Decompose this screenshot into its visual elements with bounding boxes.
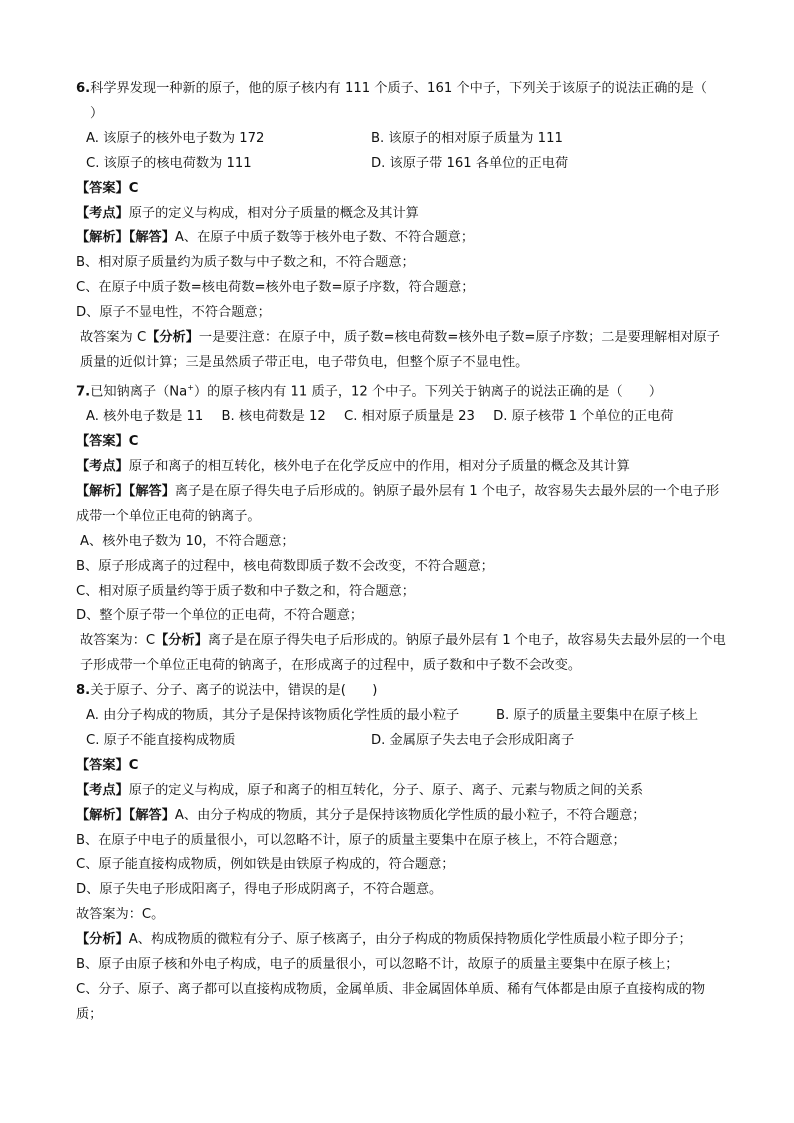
q7-stem: 7.已知钠离子（Na+）的原子核内有 11 质子，12 个中子。下列关于钠离子的说法正确的是（ ） bbox=[76, 382, 663, 400]
q6-option-d: D. 该原子带 161 各单位的正电荷 bbox=[371, 155, 569, 171]
q8-option-b: B. 原子的质量主要集中在原子核上 bbox=[496, 708, 699, 724]
q8-fenxi-c: C、分子、原子、离子都可以直接构成物质，金属单质、非金属固体单质、稀有气体都是由原子直接构成的物质； bbox=[76, 982, 706, 1022]
q7-fenxi: 故答案为：C【分析】离子是在原子得失电子后形成的。钠原子最外层有 1 个电子，故容易失去最外层的一个电子形成带一个单位正电荷的钠离子，在形成离子的过程中，质子数和中子数不会改变。 bbox=[80, 633, 726, 674]
q7-kaodian: 【考点】原子和离子的相互转化，核外电子在化学反应中的作用，相对分子质量的概念及其计算 bbox=[76, 458, 630, 474]
q7-option-d: D. 原子核带 1 个单位的正电荷 bbox=[493, 409, 674, 425]
q8-jiexi-b: B、在原子中电子的质量很小，可以忽略不计，原子的质量主要集中在原子核上，不符合题意； bbox=[76, 832, 626, 848]
q8-option-a: A. 由分子构成的物质，其分子是保持该物质化学性质的最小粒子 bbox=[86, 708, 460, 724]
q6-stem: 6.科学界发现一种新的原子，他的原子核内有 111 个质子、161 个中子，下列关于该原子的说法正确的是（ bbox=[76, 81, 707, 96]
q6-answer: 【答案】C bbox=[76, 180, 139, 196]
q8-fenxi-b: B、原子由原子核和外电子构成，电子的质量很小，可以忽略不计，故原子的质量主要集中在原子核上； bbox=[76, 957, 679, 973]
q7-options bbox=[76, 405, 726, 430]
q6-options-row1 bbox=[76, 127, 726, 152]
q7-answer: 【答案】C bbox=[76, 434, 139, 450]
q7-number: 7. bbox=[76, 384, 91, 400]
q8-option-c: C. 原子不能直接构成物质 bbox=[86, 732, 236, 748]
q8-answer: 【答案】C bbox=[76, 757, 139, 773]
q8-jiexi-d: D、原子失电子形成阳离子，得电子形成阴离子，不符合题意。 bbox=[76, 882, 443, 898]
q6-options-row2 bbox=[76, 152, 726, 177]
q6-jiexi-d: D、原子不显电性，不符合题意； bbox=[76, 305, 271, 321]
q8-jiexi-c: C、原子能直接构成物质，例如铁是由铁原子构成的，符合题意； bbox=[76, 857, 455, 873]
q6-stem-end: ） bbox=[90, 105, 104, 121]
q8-conclusion: 故答案为：C。 bbox=[76, 907, 165, 923]
q8-stem: 8.关于原子、分子、离子的说法中，错误的是( ) bbox=[76, 683, 378, 699]
q8-options-row2 bbox=[76, 729, 726, 754]
q6-option-b: B. 该原子的相对原子质量为 111 bbox=[371, 130, 563, 146]
q7-option-b: B. 核电荷数是 12 bbox=[221, 409, 326, 425]
q6-option-a: A. 该原子的核外电子数为 172 bbox=[86, 130, 265, 146]
q6-jiexi: 【解析】【解答】A、在原子中质子数等于核外电子数、不符合题意； bbox=[76, 230, 475, 246]
q7-jiexi-c: C、相对原子质量约等于质子数和中子数之和，符合题意； bbox=[76, 583, 415, 599]
q6-kaodian: 【考点】原子的定义与构成，相对分子质量的概念及其计算 bbox=[76, 205, 419, 221]
q8-options-row1 bbox=[76, 704, 726, 729]
q7-jiexi-a: A、核外电子数为 10，不符合题意； bbox=[80, 533, 295, 549]
document-page bbox=[76, 77, 726, 1028]
q6-number: 6. bbox=[76, 81, 91, 96]
q7-jiexi-d: D、整个原子带一个单位的正电荷，不符合题意； bbox=[76, 608, 364, 624]
q8-number: 8. bbox=[76, 683, 91, 699]
q6-jiexi-b: B、相对原子质量约为质子数与中子数之和，不符合题意； bbox=[76, 255, 415, 271]
q7-jiexi-b: B、原子形成离子的过程中，核电荷数即质子数不会改变，不符合题意； bbox=[76, 558, 494, 574]
q7-option-a: A. 核外电子数是 11 bbox=[86, 409, 204, 425]
q8-option-d: D. 金属原子失去电子会形成阳离子 bbox=[371, 732, 575, 748]
q6-option-c: C. 该原子的核电荷数为 111 bbox=[86, 155, 252, 171]
q6-jiexi-c: C、在原子中质子数=核电荷数=核外电子数=原子序数，符合题意； bbox=[76, 280, 475, 296]
q6-fenxi: 故答案为 C【分析】一是要注意：在原子中，质子数=核电荷数=核外电子数=原子序数；二是要理解相对原子质量的近似计算；三是虽然质子带正电，电子带负电，但整个原子不显电性。 bbox=[80, 330, 720, 370]
q8-kaodian: 【考点】原子的定义与构成，原子和离子的相互转化，分子、原子、离子、元素与物质之间的关系 bbox=[76, 782, 644, 798]
q7-option-c: C. 相对原子质量是 23 bbox=[344, 409, 475, 425]
q8-jiexi: 【解析】【解答】A、由分子构成的物质，其分子是保持该物质化学性质的最小粒子，不符合题意； bbox=[76, 807, 646, 823]
q8-fenxi: 【分析】A、构成物质的微粒有分子、原子核离子，由分子构成的物质保持物质化学性质最小粒子即分子； bbox=[76, 932, 692, 948]
q7-jiexi: 【解析】【解答】离子是在原子得失电子后形成的。钠原子最外层有 1 个电子，故容易失去最外层的一个电子形成带一个单位正电荷的钠离子。 bbox=[76, 483, 720, 524]
